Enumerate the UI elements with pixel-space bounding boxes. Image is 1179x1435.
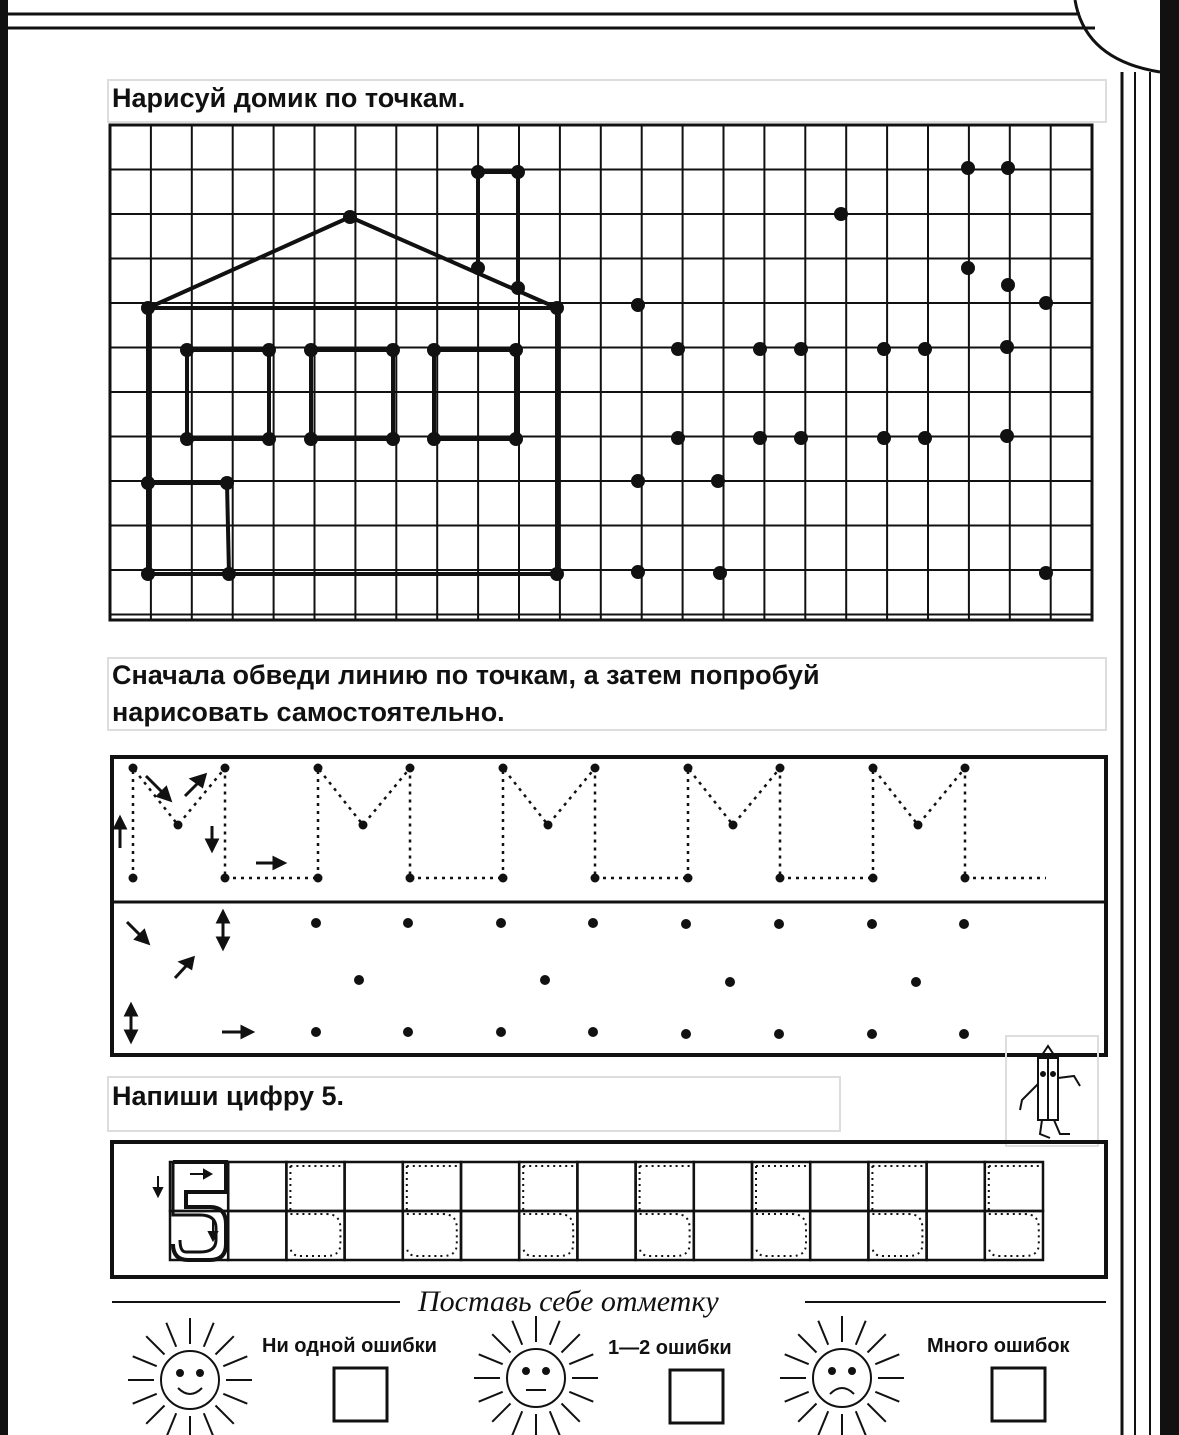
guide-dot	[180, 432, 194, 446]
guide-dot	[471, 165, 485, 179]
checkbox-one-two-mistakes[interactable]	[670, 1370, 723, 1423]
guide-dot	[221, 874, 230, 883]
guide-dot	[877, 342, 891, 356]
guide-dot	[591, 874, 600, 883]
guide-dot	[141, 567, 155, 581]
guide-dot	[354, 975, 364, 985]
checkbox-no-mistakes[interactable]	[334, 1368, 387, 1421]
guide-dot	[262, 432, 276, 446]
guide-dot	[631, 565, 645, 579]
guide-dot	[1039, 566, 1053, 580]
guide-dot	[914, 821, 923, 830]
guide-dot	[343, 210, 357, 224]
guide-dot	[588, 918, 598, 928]
task2-instruction-line1: Сначала обведи линию по точкам, а затем попробуй	[112, 660, 820, 690]
guide-dot	[959, 919, 969, 929]
guide-dot	[591, 764, 600, 773]
guide-dot	[174, 821, 183, 830]
guide-dot	[671, 431, 685, 445]
guide-dot	[427, 432, 441, 446]
guide-dot	[1000, 340, 1014, 354]
guide-dot	[180, 343, 194, 357]
guide-dot	[406, 874, 415, 883]
guide-dot	[386, 343, 400, 357]
guide-dot	[1001, 278, 1015, 292]
guide-dot	[671, 342, 685, 356]
guide-dot	[129, 764, 138, 773]
option-label-many-mistakes: Много ошибок	[927, 1335, 1070, 1357]
guide-dot	[403, 1027, 413, 1037]
left-edge	[0, 0, 8, 1435]
guide-dot	[918, 431, 932, 445]
guide-dot	[877, 431, 891, 445]
guide-dot	[550, 301, 564, 315]
guide-dot	[471, 261, 485, 275]
guide-dot	[314, 874, 323, 883]
guide-dot	[725, 977, 735, 987]
guide-dot	[496, 1027, 506, 1037]
guide-dot	[794, 342, 808, 356]
guide-dot	[220, 476, 234, 490]
guide-dot	[631, 298, 645, 312]
guide-dot	[869, 764, 878, 773]
guide-dot	[753, 431, 767, 445]
guide-dot	[681, 919, 691, 929]
guide-dot	[867, 1029, 877, 1039]
guide-dot	[511, 281, 525, 295]
guide-dot	[403, 918, 413, 928]
guide-dot	[129, 874, 138, 883]
guide-dot	[1000, 429, 1014, 443]
guide-dot	[774, 919, 784, 929]
guide-dot	[729, 821, 738, 830]
right-edge	[1168, 0, 1179, 1435]
guide-dot	[544, 821, 553, 830]
guide-dot	[711, 474, 725, 488]
guide-dot	[222, 567, 236, 581]
guide-dot	[511, 165, 525, 179]
guide-dot	[141, 301, 155, 315]
assessment-title: Поставь себе отметку	[418, 1285, 719, 1318]
guide-dot	[959, 1029, 969, 1039]
guide-dot	[540, 975, 550, 985]
guide-dot	[1001, 161, 1015, 175]
guide-dot	[262, 343, 276, 357]
guide-dot	[311, 1027, 321, 1037]
guide-dot	[406, 764, 415, 773]
guide-dot	[311, 918, 321, 928]
guide-dot	[713, 566, 727, 580]
guide-dot	[1039, 296, 1053, 310]
guide-dot	[499, 764, 508, 773]
guide-dot	[834, 207, 848, 221]
option-label-one-two-mistakes: 1—2 ошибки	[608, 1337, 732, 1359]
guide-dot	[681, 1029, 691, 1039]
guide-dot	[427, 343, 441, 357]
guide-dot	[588, 1027, 598, 1037]
guide-dot	[753, 342, 767, 356]
guide-dot	[386, 432, 400, 446]
guide-dot	[961, 874, 970, 883]
guide-dot	[499, 874, 508, 883]
task1-instruction: Нарисуй домик по точкам.	[112, 83, 466, 113]
guide-dot	[776, 874, 785, 883]
guide-dot	[359, 821, 368, 830]
guide-dot	[509, 432, 523, 446]
option-label-no-mistakes: Ни одной ошибки	[262, 1335, 437, 1357]
task3-instruction: Напиши цифру 5.	[112, 1081, 345, 1111]
guide-dot	[509, 343, 523, 357]
guide-dot	[631, 474, 645, 488]
guide-dot	[774, 1029, 784, 1039]
guide-dot	[221, 764, 230, 773]
guide-dot	[304, 432, 318, 446]
guide-dot	[918, 342, 932, 356]
guide-dot	[776, 764, 785, 773]
guide-dot	[867, 919, 877, 929]
guide-dot	[141, 476, 155, 490]
guide-dot	[794, 431, 808, 445]
guide-dot	[550, 567, 564, 581]
guide-dot	[684, 764, 693, 773]
task2-instruction-line2: нарисовать самостоятельно.	[112, 697, 505, 727]
guide-dot	[314, 764, 323, 773]
guide-dot	[684, 874, 693, 883]
guide-dot	[869, 874, 878, 883]
guide-dot	[961, 764, 970, 773]
guide-dot	[911, 977, 921, 987]
guide-dot	[961, 161, 975, 175]
guide-dot	[304, 343, 318, 357]
checkbox-many-mistakes[interactable]	[992, 1368, 1045, 1421]
guide-dot	[961, 261, 975, 275]
guide-dot	[496, 918, 506, 928]
